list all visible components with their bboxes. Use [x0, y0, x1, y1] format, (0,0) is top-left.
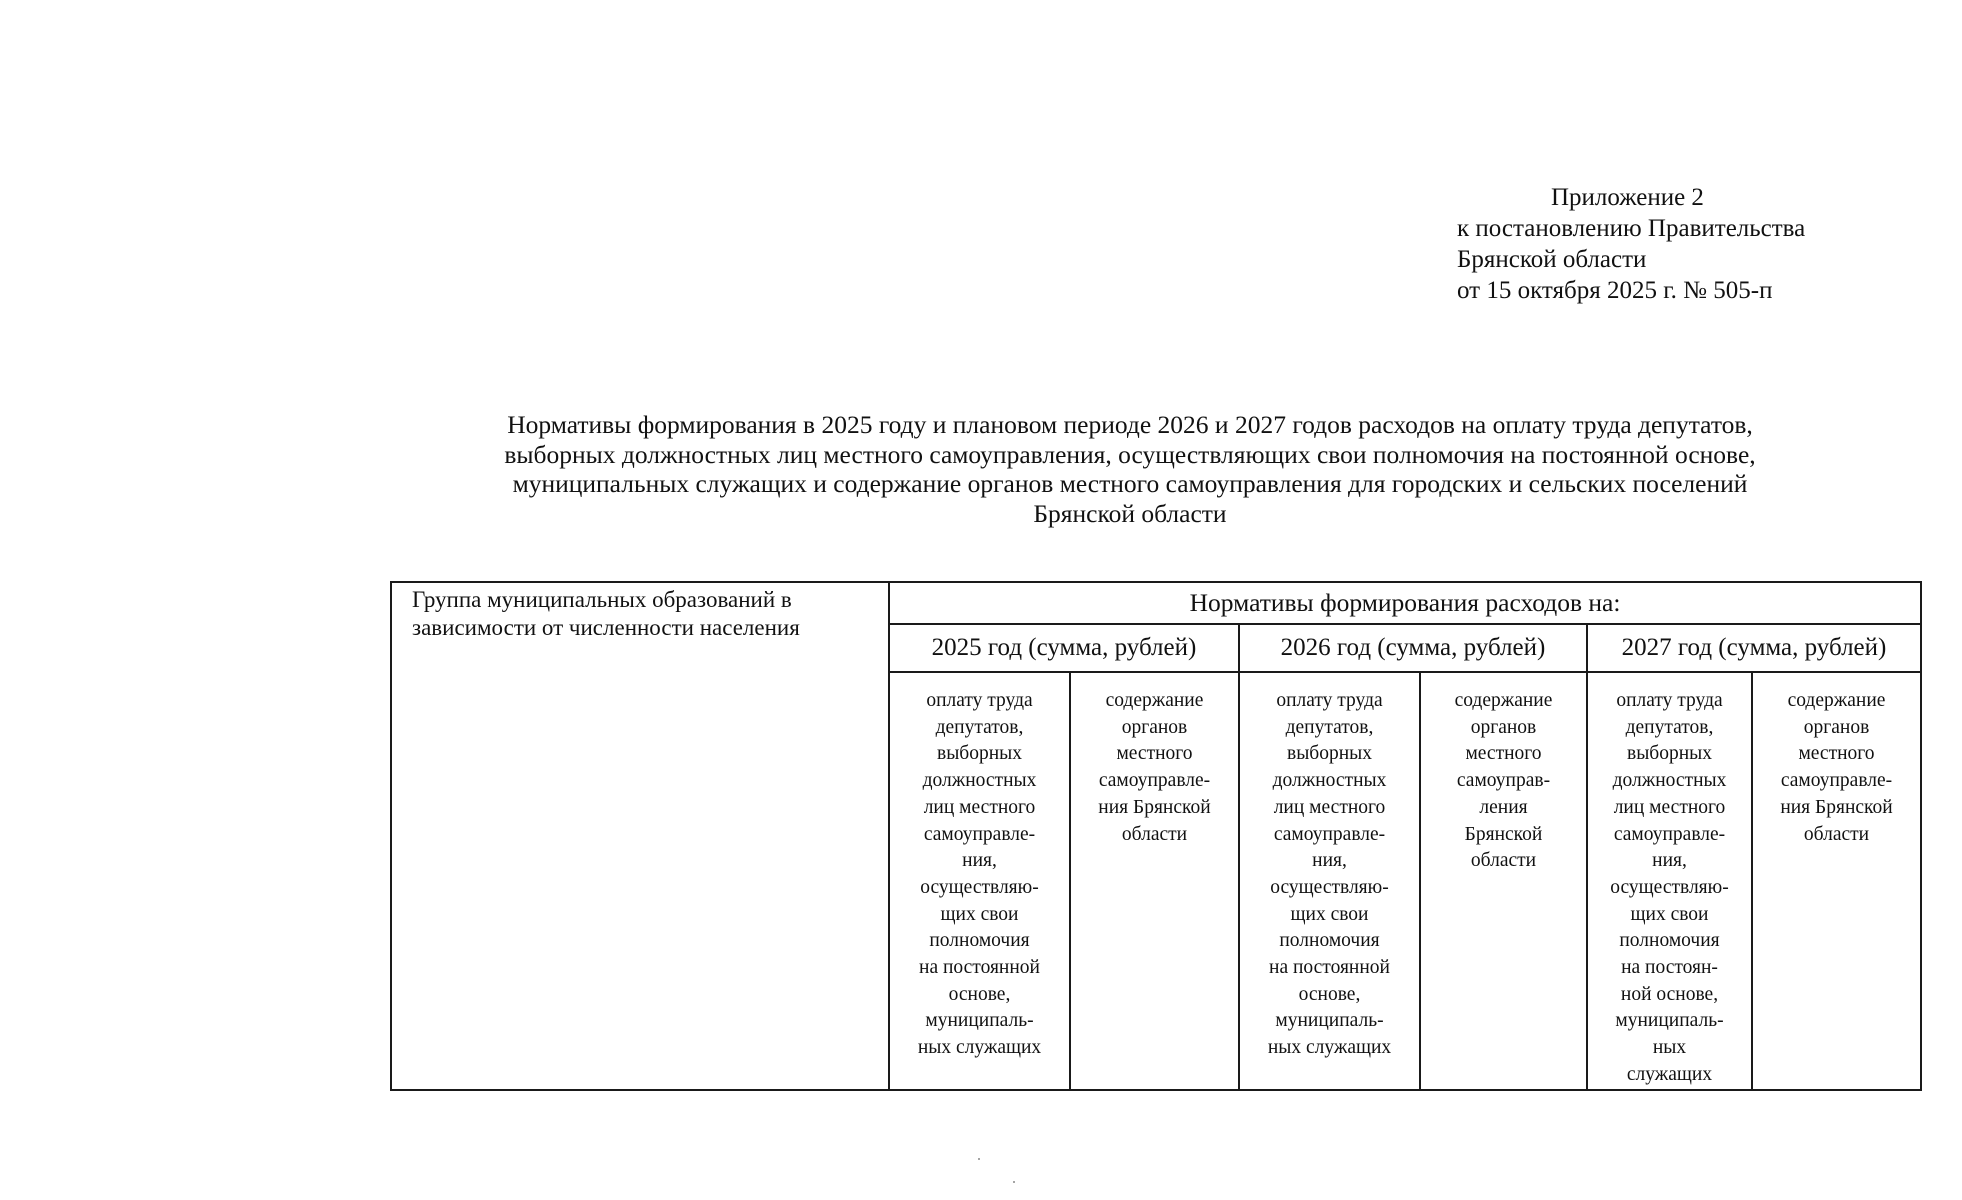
- cell-line: должностных: [922, 770, 1037, 792]
- spacer-cell: [1587, 672, 1752, 685]
- title-line: муниципальных служащих и содержание органов местного самоуправления для городских и сельских поселений: [512, 469, 1748, 498]
- cell-line: полномочия: [1279, 930, 1380, 952]
- cell-line: самоуправле-: [1273, 823, 1386, 845]
- title-line: Нормативы формирования в 2025 году и плановом периоде 2026 и 2027 годов расходов на оплату труда депутатов,: [507, 410, 1753, 439]
- year-header-2025: 2025 год (сумма, рублей): [889, 624, 1239, 672]
- cell-line: полномочия: [929, 930, 1030, 952]
- scan-speck: [1013, 1181, 1015, 1183]
- cell-line: служащих: [1626, 1063, 1713, 1085]
- cell-line: ния,: [1312, 850, 1347, 872]
- cell-line: основе,: [948, 983, 1011, 1005]
- cell-line: оплату труда: [1276, 690, 1383, 711]
- appendix-date-number: от 15 октября 2025 г. № 505-п: [1457, 277, 1773, 304]
- cell-line: Брянской: [1464, 823, 1543, 845]
- column-2025-maintenance: [1070, 685, 1239, 1090]
- cell-line: выборных: [1286, 743, 1373, 765]
- cell-line: щих свои: [1630, 903, 1709, 925]
- cell-line: осуществляю-: [1270, 876, 1389, 898]
- cell-line: осуществляю-: [920, 876, 1039, 898]
- group-header-line: зависимости от численности населения: [412, 615, 800, 640]
- cell-line: лиц местного: [1273, 796, 1386, 818]
- cell-line: муниципаль-: [1275, 1010, 1384, 1032]
- spacer-cell: [1752, 672, 1921, 685]
- cell-line: на постоянной: [1269, 957, 1390, 979]
- column-2027-maintenance: [1752, 685, 1921, 1090]
- cell-line: области: [1470, 850, 1537, 872]
- cell-line: самоуправле-: [1613, 823, 1726, 845]
- cell-line: щих свои: [940, 903, 1019, 925]
- cell-line: должностных: [1272, 770, 1387, 792]
- cell-line: на постоянной: [919, 957, 1040, 979]
- document-title: [440, 410, 1820, 528]
- column-2025-salary: [889, 685, 1070, 1090]
- cell-line: муниципаль-: [925, 1010, 1034, 1032]
- appendix-region: Брянской области: [1457, 246, 1647, 273]
- cell-line: ния Брянской: [1098, 796, 1211, 818]
- column-2026-maintenance: [1420, 685, 1587, 1090]
- cell-line: местного: [1116, 743, 1193, 765]
- cell-line: выборных: [1626, 743, 1713, 765]
- cell-line: самоуправле-: [1098, 770, 1211, 792]
- cell-line: области: [1803, 823, 1870, 845]
- cell-line: местного: [1798, 743, 1875, 765]
- municipal-group-header: [391, 582, 889, 1090]
- cell-line: содержание: [1105, 690, 1204, 711]
- cell-line: лиц местного: [923, 796, 1036, 818]
- cell-line: органов: [1121, 716, 1188, 738]
- cell-line: осуществляю-: [1610, 876, 1729, 898]
- norms-main-header: Нормативы формирования расходов на:: [889, 582, 1921, 624]
- cell-line: ния,: [1652, 850, 1687, 872]
- cell-line: ных служащих: [917, 1037, 1042, 1059]
- year-header-2027: 2027 год (сумма, рублей): [1587, 624, 1921, 672]
- column-2027-salary: [1587, 685, 1752, 1090]
- cell-line: местного: [1465, 743, 1542, 765]
- title-line: выборных должностных лиц местного самоуправления, осуществляющих свои полномочия на постоянной основе,: [504, 439, 1756, 469]
- cell-line: муниципаль-: [1615, 1010, 1724, 1032]
- appendix-reference: к постановлению Правительства: [1457, 215, 1806, 242]
- cell-line: органов: [1470, 716, 1537, 738]
- cell-line: ления: [1479, 796, 1528, 818]
- cell-line: содержание: [1787, 690, 1886, 711]
- cell-line: содержание: [1454, 690, 1553, 711]
- cell-line: ния,: [962, 850, 997, 872]
- cell-line: щих свои: [1290, 903, 1369, 925]
- cell-line: депутатов,: [1285, 716, 1374, 738]
- title-line: Брянской области: [1033, 498, 1227, 528]
- norms-table: [390, 581, 1922, 1091]
- scan-speck: [978, 1158, 980, 1160]
- cell-line: лиц местного: [1613, 796, 1726, 818]
- cell-line: ных: [1652, 1037, 1687, 1059]
- spacer-cell: [1239, 672, 1420, 685]
- group-header-line: Группа муниципальных образований в: [412, 587, 792, 612]
- cell-line: ния Брянской: [1780, 796, 1893, 818]
- cell-line: депутатов,: [1625, 716, 1714, 738]
- appendix-block: [1457, 182, 1805, 306]
- cell-line: должностных: [1612, 770, 1727, 792]
- cell-line: органов: [1803, 716, 1870, 738]
- year-header-2026: 2026 год (сумма, рублей): [1239, 624, 1587, 672]
- cell-line: основе,: [1298, 983, 1361, 1005]
- cell-line: оплату труда: [1616, 690, 1723, 711]
- spacer-cell: [1420, 672, 1587, 685]
- cell-line: самоуправ-: [1456, 770, 1551, 792]
- cell-line: выборных: [936, 743, 1023, 765]
- column-2026-salary: [1239, 685, 1420, 1090]
- cell-line: области: [1121, 823, 1188, 845]
- cell-line: самоуправле-: [923, 823, 1036, 845]
- cell-line: ных служащих: [1267, 1037, 1392, 1059]
- cell-line: оплату труда: [926, 690, 1033, 711]
- spacer-cell: [889, 672, 1070, 685]
- cell-line: депутатов,: [935, 716, 1024, 738]
- appendix-number: Приложение 2: [1551, 184, 1704, 211]
- cell-line: ной основе,: [1620, 983, 1719, 1005]
- cell-line: на постоян-: [1621, 957, 1718, 979]
- cell-line: самоуправле-: [1780, 770, 1893, 792]
- cell-line: полномочия: [1619, 930, 1720, 952]
- spacer-cell: [1070, 672, 1239, 685]
